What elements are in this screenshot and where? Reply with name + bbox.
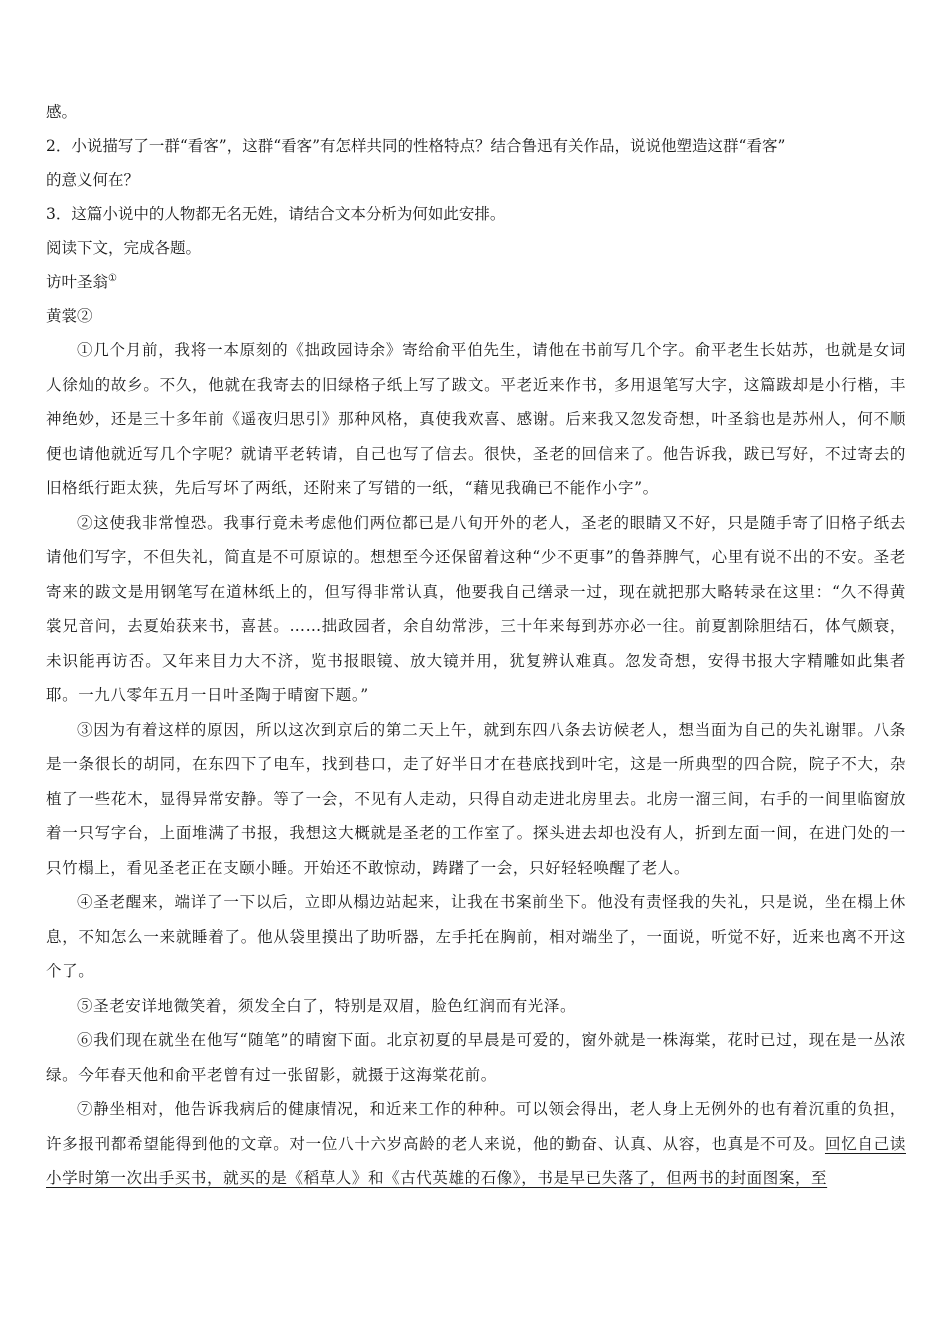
document-page bbox=[46, 95, 906, 1196]
paragraph-1: ①几个月前，我将一本原刻的《拙政园诗余》寄给俞平伯先生，请他在书前写几个字。俞平老生长姑苏，也就是女词人徐灿的故乡。不久，他就在我寄去的旧绿格子纸上写了跋文。平老近来作书，多用退笔写大字，这篇跋却是小行楷，丰神绝妙，还是三十多年前《遥夜归思引》那种风格，真使我欢喜、感谢。后来我又忽发奇想，叶圣翁也是苏州人，何不顺便也请他就近写几个字呢？就请平老转请，自己也写了信去。很快，圣老的回信来了。他告诉我，跋已写好，不过寄去的旧格纸行距太狭，先后写坏了两纸，还附来了写错的一纸，“藉见我确已不能作小字”。 bbox=[46, 341, 906, 497]
title-footnote-mark: ① bbox=[108, 272, 117, 284]
reading-instruction: 阅读下文，完成各题。 bbox=[46, 239, 202, 257]
paragraph-7 bbox=[46, 1092, 906, 1196]
paragraph-7-text: ⑦静坐相对，他告诉我病后的健康情况，和近来工作的种种。可以领会得出，老人身上无例外的也有着沉重的负担，许多报刊都希望能得到他的文章。对一位八十六岁高龄的老人来说，他的勤奋、认真、从容，也真是不可及。 bbox=[46, 1100, 906, 1153]
paragraph-4: ④圣老醒来，端详了一下以后，立即从榻边站起来，让我在书案前坐下。他没有责怪我的失礼，只是说，坐在榻上休息，不知怎么一来就睡着了。他从袋里摸出了助听器，左手托在胸前，相对端坐了，一面说，听觉不好，近来也离不开这个了。 bbox=[46, 893, 906, 980]
article-title bbox=[46, 265, 906, 299]
paragraph-2: ②这使我非常惶恐。我事行竟未考虑他们两位都已是八旬开外的老人，圣老的眼睛又不好，只是随手寄了旧格子纸去请他们写字，不但失礼，简直是不可原谅的。想想至今还保留着这种“少不更事”的鲁莽脾气，心里有说不出的不安。圣老寄来的跋文是用钢笔写在道林纸上的，但写得非常认真，他要我自己缮录一过，现在就把那大略转录在这里：“久不得黄裳兄音问，去夏始获来书，喜甚。……拙政园者，余自幼常涉，三十年来每到苏亦必一往。前夏割除胆结石，体气颇衰，未识能再访否。又年来目力大不济，览书报眼镜、放大镜并用，犹复辨认难真。忽发奇想，安得书报大字精雕如此集者耶。一九八零年五月一日叶圣陶于晴窗下题。” bbox=[46, 513, 906, 704]
paragraph-3: ③因为有着这样的原因，所以这次到京后的第二天上午，就到东四八条去访候老人，想当面为自己的失礼谢罪。八条是一条很长的胡同，在东四下了电车，找到巷口，走了好半日才在巷底找到叶宅，这是一所典型的四合院，院子不大，杂植了一些花木，显得异常安静。等了一会，不见有人走动，只得自动走进北房里去。北房一溜三间，右手的一间里临窗放着一只写字台，上面堆满了书报，我想这大概就是圣老的工作室了。探头进去却也没有人，折到左面一间，在进门处的一只竹榻上，看见圣老正在支颐小睡。开始还不敢惊动，踌躇了一会，只好轻轻唤醒了老人。 bbox=[46, 720, 906, 877]
paragraph-6: ⑥我们现在就坐在他写“随笔”的晴窗下面。北京初夏的早晨是可爱的，窗外就是一株海棠，花时已过，现在是一丛浓绿。今年春天他和俞平老曾有过一张留影，就摄于这海棠花前。 bbox=[46, 1031, 906, 1084]
question-3: 3．这篇小说中的人物都无名无姓，请结合文本分析为何如此安排。 bbox=[46, 205, 506, 223]
question-2-line-2: 的意义何在？ bbox=[46, 171, 140, 189]
article-title-text: 访叶圣翁 bbox=[46, 273, 109, 291]
previous-answer-tail: 感。 bbox=[46, 103, 78, 121]
article-author: 黄裳② bbox=[46, 307, 93, 325]
paragraph-5: ⑤圣老安详地微笑着，须发全白了，特别是双眉，脸色红润而有光泽。 bbox=[77, 996, 577, 1015]
question-2-line-1: 2．小说描写了一群“看客”，这群“看客”有怎样共同的性格特点？结合鲁迅有关作品，说说他塑造这群“看客” bbox=[46, 137, 786, 155]
underlined-sentence: 回忆自己读小学时第一次出手买书，就买的是《稻草人》和《古代英雄的石像》，书是早已失落了，但两书的封面图案，至 bbox=[46, 1134, 906, 1187]
